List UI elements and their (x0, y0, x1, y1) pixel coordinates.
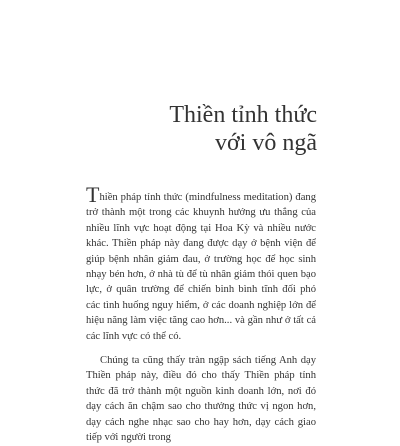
chapter-title (169, 101, 317, 157)
body-text (86, 182, 316, 446)
paragraph-1-text: hiền pháp tỉnh thức (mindfulness meditation) đang trở thành một trong các khuynh hướng ưu thắng của nhiều lĩnh vực hoạt động tại Hoa Kỳ và nhiều nước khác. Thiền pháp này đang được dạy ở bệnh viện để giúp bệnh nhân giảm đau, ở trường học để học sinh nhạy bén hơn, ở nhà tù để tù nhân giảm thói quen bạo lực, ở quân trường để chiến binh bình tĩnh đối phó các tình huống nguy hiểm, ở các doanh nghiệp lớn để hiệu năng làm việc tăng cao hơn... và gần như ở tất cả các lĩnh vực có thể có. (86, 192, 316, 342)
paragraph-2-text: Chúng ta cũng thấy tràn ngập sách tiếng Anh dạy Thiền pháp này, điều đó cho thấy Thiền pháp tỉnh thức đã trở thành một nguồn kinh doanh lớn, nơi đó dạy cách ăn chậm sao cho thưởng thức vị ngon hơn, dạy cách nghe nhạc sao cho hay hơn, dạy cách giao tiếp với người trong (86, 355, 316, 444)
drop-cap: T (86, 182, 100, 207)
paragraph-2 (86, 353, 316, 445)
paragraph-1 (86, 182, 316, 344)
chapter-title-line-2: với vô ngã (214, 130, 317, 156)
chapter-title-line-1: Thiền tỉnh thức (169, 102, 317, 128)
